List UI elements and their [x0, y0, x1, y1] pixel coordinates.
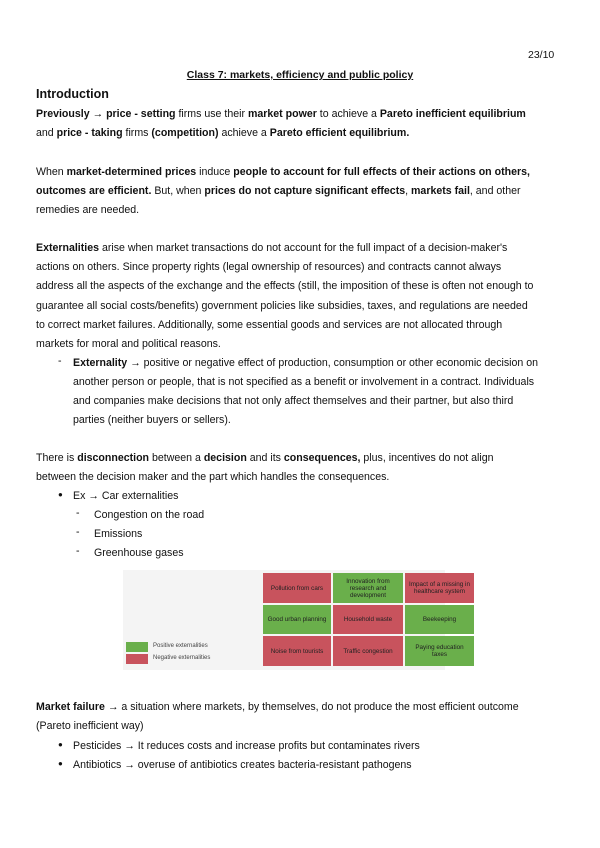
bullet-marker: ●	[58, 759, 63, 768]
example-item: Congestion on the road	[94, 509, 205, 521]
grid-cell: Good urban planning	[263, 605, 331, 634]
legend-label-negative: Negative externalities	[153, 655, 211, 661]
grid-cell: Paying education taxes	[405, 636, 474, 666]
sub-dash: -	[76, 545, 80, 557]
externalities-grid	[263, 573, 474, 666]
example-item: Greenhouse gases	[94, 547, 184, 559]
grid-cell: Household waste	[333, 605, 403, 634]
example-item: Emissions	[94, 528, 143, 540]
paragraph-previously: Previously → price - setting firms use their market power to achieve a Pareto inefficient equilibrium and price - taking firms (competition) achieve a Pareto efficient equilibrium.	[36, 108, 526, 140]
paragraph-market-prices: When market-determined prices induce people to account for full effects of their actions on others, outcomes are efficient. But, when prices do not capture significant effects, markets fail, and other remedies are needed.	[36, 166, 530, 217]
legend-swatch-positive	[126, 642, 148, 652]
sub-dash: -	[76, 507, 80, 519]
grid-cell: Innovation from research and development	[333, 573, 403, 603]
definition-dash: -	[58, 355, 62, 367]
definition-externality: Externality → positive or negative effect of production, consumption or other economic decision on another person or people, that is not specified as a benefit or involvement in a contract. Individuals and companies make decisions that not only affect themselves and their partner, but also third parties (neither buyers or sellers).	[73, 357, 539, 426]
legend-label-positive: Positive externalities	[153, 643, 208, 649]
bullet-marker: ●	[58, 740, 63, 749]
grid-cell: Pollution from cars	[263, 573, 331, 603]
list-item: Pesticides → It reduces costs and increase profits but contaminates rivers	[73, 740, 420, 752]
externalities-figure	[123, 570, 470, 670]
grid-cell: Beekeeping	[405, 605, 474, 634]
example-label: Ex → Car externalities	[73, 490, 179, 502]
grid-cell: Traffic congestion	[333, 636, 403, 666]
grid-cell: Noise from tourists	[263, 636, 331, 666]
bullet-marker: ●	[58, 490, 63, 499]
paragraph-market-failure: Market failure → a situation where markets, by themselves, do not produce the most efficient outcome (Pareto inefficient way)	[36, 701, 519, 733]
section-heading: Introduction	[36, 87, 109, 101]
page-title: Class 7: markets, efficiency and public policy	[186, 69, 414, 81]
grid-cell: Impact of a missing in healthcare system	[405, 573, 474, 603]
paragraph-disconnection: There is disconnection between a decision and its consequences, plus, incentives do not align between the decision maker and the part which handles the consequences.	[36, 452, 494, 484]
sub-dash: -	[76, 526, 80, 538]
paragraph-externalities: Externalities arise when market transactions do not account for the full impact of a decision-maker's actions on others. Since property rights (legal ownership of resources) and contracts cannot always address all the aspects of the exchange and the effects (still, the imposition of these is often not enough to guarantee all social costs/benefits) government policies like subsidies, taxes, and regulations are needed to correct market failures. Additionally, some essential goods and services are not allocated through markets for moral and political reasons.	[36, 242, 534, 351]
list-item: Antibiotics → overuse of antibiotics creates bacteria-resistant pathogens	[73, 759, 412, 771]
legend-swatch-negative	[126, 654, 148, 664]
date-label: 23/10	[528, 49, 555, 61]
